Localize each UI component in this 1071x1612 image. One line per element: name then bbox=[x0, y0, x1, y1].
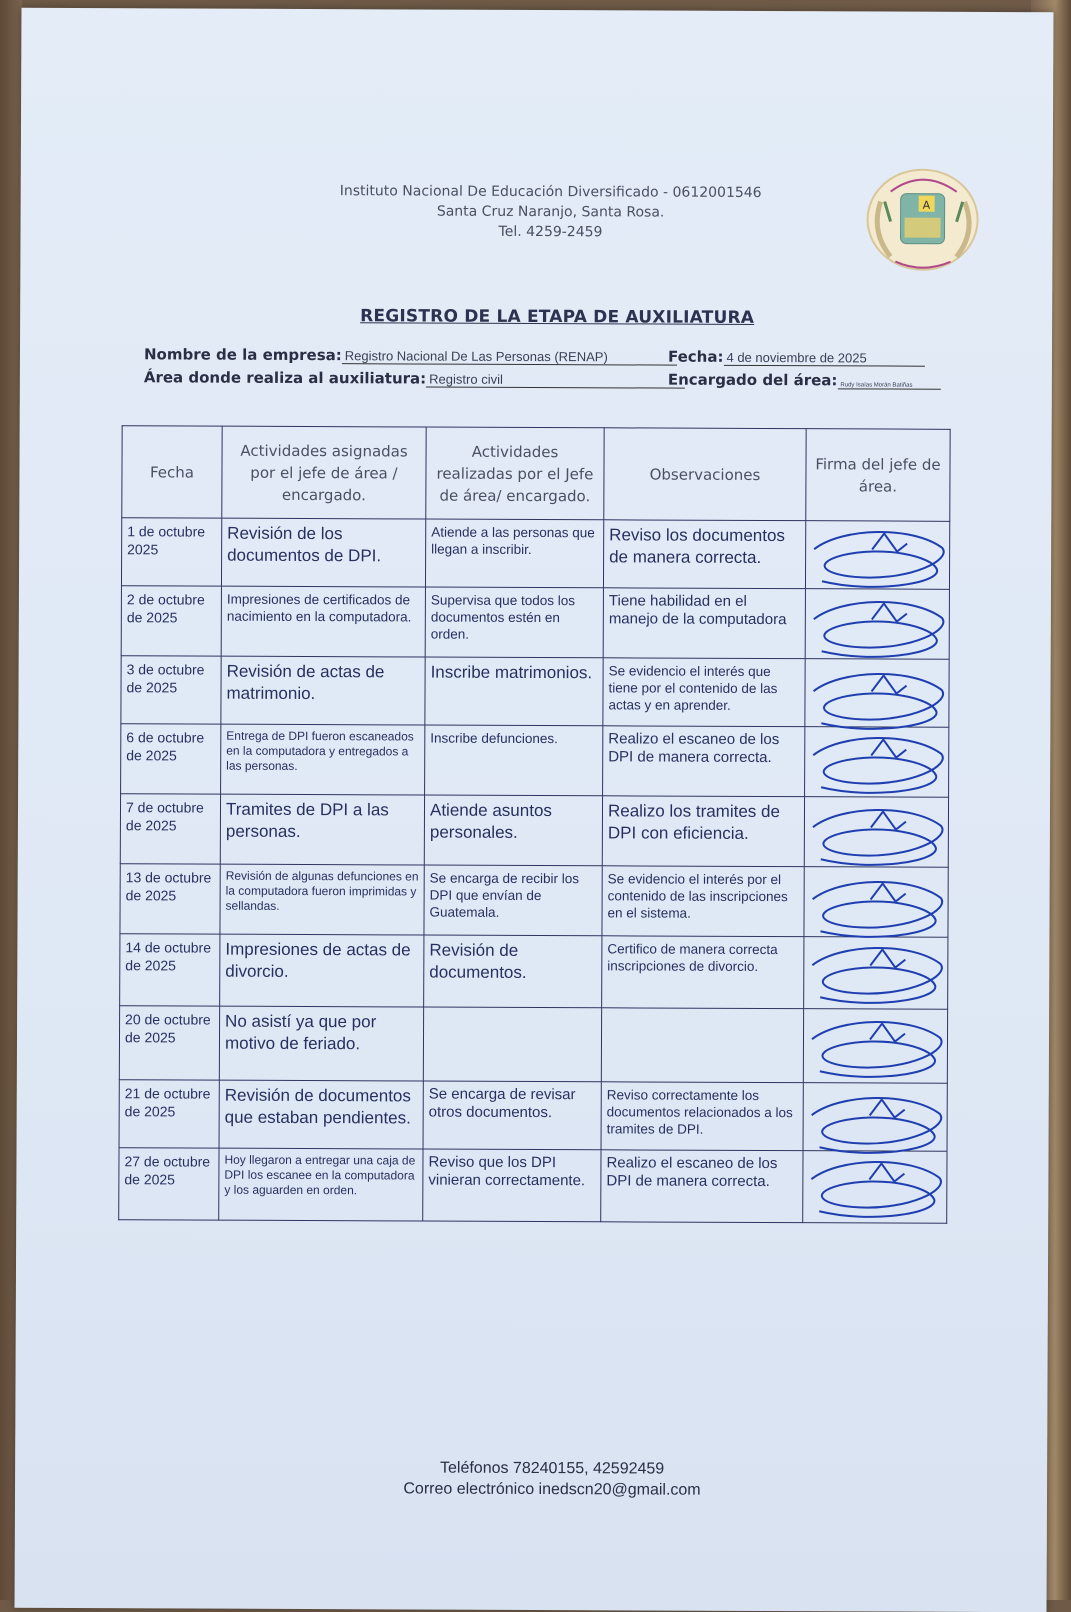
footer-email: Correo electrónico inedscn20@gmail.com bbox=[403, 1480, 701, 1499]
row-date: 14 de octubre de 2025 bbox=[120, 934, 220, 1006]
signature-stroke bbox=[812, 882, 942, 937]
signature-stroke bbox=[812, 948, 942, 1003]
activity-log-table bbox=[118, 425, 950, 1224]
signature-cell bbox=[805, 589, 949, 660]
table-header-row bbox=[122, 426, 950, 522]
row-assigned: Revisión de los documentos de DPI. bbox=[221, 518, 425, 587]
row-assigned: No asistí ya que por motivo de feriado. bbox=[219, 1006, 423, 1081]
header-fecha: Fecha bbox=[122, 426, 222, 518]
signature-cell bbox=[804, 937, 948, 1010]
signature-cell bbox=[803, 1083, 947, 1152]
row-date: 13 de octubre de 2025 bbox=[120, 864, 220, 934]
signature-scribble-icon bbox=[799, 1149, 959, 1234]
area-label: Área donde realiza al auxiliatura: bbox=[143, 368, 427, 388]
row-performed: Inscribe defunciones. bbox=[425, 725, 603, 796]
row-observations: Realizo el escaneo de los DPI de manera correcta. bbox=[603, 726, 805, 797]
row-observations: Reviso los documentos de manera correcta. bbox=[603, 520, 805, 589]
row-assigned: Impresiones de certificados de nacimiento en la computadora. bbox=[221, 586, 425, 657]
row-assigned: Hoy llegaron a entregar una caja de DPI los escanee en la computadora y los aguarden en orden. bbox=[219, 1148, 423, 1221]
school-seal-icon bbox=[860, 161, 991, 282]
signature-cell bbox=[803, 1009, 947, 1084]
row-assigned: Impresiones de actas de divorcio. bbox=[220, 934, 424, 1007]
table-row bbox=[120, 934, 948, 1010]
institution-phone: Tel. 4259-2459 bbox=[498, 223, 603, 241]
area-value: Registro civil bbox=[426, 372, 685, 389]
contact-footer bbox=[387, 1457, 717, 1500]
signature-cell bbox=[805, 659, 949, 728]
row-performed: Inscribe matrimonios. bbox=[425, 657, 603, 726]
area-field bbox=[144, 368, 685, 388]
signature-stroke bbox=[814, 532, 944, 587]
signature-stroke bbox=[814, 602, 944, 657]
institution-name: Instituto Nacional De Educación Diversificado - 0612001546 bbox=[339, 183, 762, 201]
table-row bbox=[119, 1148, 947, 1224]
signature-cell bbox=[805, 727, 949, 798]
signature-cell bbox=[804, 797, 948, 868]
date-field bbox=[668, 348, 925, 367]
row-performed: Se encarga de recibir los DPI que envían de Guatemala. bbox=[424, 865, 602, 936]
signature-stroke bbox=[813, 738, 943, 793]
company-label: Nombre de la empresa: bbox=[143, 345, 342, 365]
date-value: 4 de noviembre de 2025 bbox=[723, 350, 924, 367]
row-assigned: Revisión de algunas defunciones en la computadora fueron imprimidas y sellandas. bbox=[220, 864, 424, 935]
header-observations: Observaciones bbox=[604, 428, 806, 521]
document-page bbox=[15, 8, 1054, 1612]
row-date: 20 de octubre de 2025 bbox=[119, 1006, 219, 1080]
signature-stroke bbox=[812, 1098, 942, 1153]
table-row bbox=[120, 794, 948, 868]
table-row bbox=[121, 656, 949, 728]
row-date: 7 de octubre de 2025 bbox=[120, 794, 220, 864]
row-assigned: Revisión de actas de matrimonio. bbox=[221, 656, 425, 725]
signature-stroke bbox=[813, 810, 943, 865]
signature-cell bbox=[805, 521, 949, 590]
table-row bbox=[121, 724, 949, 798]
manager-label: Encargado del área: bbox=[667, 370, 838, 390]
footer-phones: Teléfonos 78240155, 42592459 bbox=[439, 1459, 665, 1478]
signature-stroke bbox=[812, 1022, 942, 1077]
company-field bbox=[144, 345, 677, 365]
signature-cell bbox=[803, 1151, 947, 1224]
row-date: 1 de octubre 2025 bbox=[121, 518, 221, 586]
row-date: 6 de octubre de 2025 bbox=[121, 724, 221, 794]
signature-stroke bbox=[813, 674, 943, 729]
row-date: 2 de octubre de 2025 bbox=[121, 586, 221, 656]
row-performed bbox=[423, 1007, 601, 1082]
row-assigned: Entrega de DPI fueron escaneados en la computadora y entregados a las personas. bbox=[221, 724, 425, 795]
signature-scribble-icon bbox=[800, 1007, 960, 1092]
manager-field bbox=[668, 371, 941, 390]
table-row bbox=[120, 864, 948, 938]
row-observations: Realizo el escaneo de los DPI de manera correcta. bbox=[601, 1150, 803, 1223]
manager-value: Rudy Isaías Morán Batiñas bbox=[837, 382, 940, 389]
row-observations: Tiene habilidad en el manejo de la computadora bbox=[603, 588, 805, 659]
header-assigned: Actividades asignadas por el jefe de área / encargado. bbox=[222, 426, 426, 519]
signature-stroke bbox=[811, 1162, 941, 1217]
row-observations: Reviso correctamente los documentos relacionados a los tramites de DPI. bbox=[601, 1082, 803, 1151]
row-assigned: Revisión de documentos que estaban pendientes. bbox=[219, 1080, 423, 1149]
date-label: Fecha: bbox=[667, 347, 724, 366]
row-date: 27 de octubre de 2025 bbox=[119, 1148, 219, 1220]
signature-cell bbox=[804, 867, 948, 938]
row-performed: Atiende a las personas que llegan a inscribir. bbox=[425, 519, 603, 588]
header-performed: Actividades realizadas por el Jefe de área/ encargado. bbox=[426, 427, 604, 520]
table-row bbox=[121, 586, 949, 660]
document-title: REGISTRO DE LA ETAPA DE AUXILIATURA bbox=[360, 306, 755, 328]
table-row bbox=[119, 1006, 947, 1084]
row-observations: Realizo los tramites de DPI con eficiencia. bbox=[602, 796, 804, 867]
row-observations: Certifico de manera correcta inscripciones de divorcio. bbox=[602, 936, 804, 1009]
table-row bbox=[119, 1080, 947, 1152]
row-assigned: Tramites de DPI a las personas. bbox=[220, 794, 424, 865]
row-performed: Se encarga de revisar otros documentos. bbox=[423, 1081, 601, 1150]
institution-address: Santa Cruz Naranjo, Santa Rosa. bbox=[436, 203, 665, 221]
row-observations: Se evidencio el interés que tiene por el contenido de las actas y en aprender. bbox=[603, 658, 805, 727]
row-date: 21 de octubre de 2025 bbox=[119, 1080, 219, 1148]
row-date: 3 de octubre de 2025 bbox=[121, 656, 221, 724]
row-performed: Revisión de documentos. bbox=[424, 935, 602, 1008]
row-performed: Atiende asuntos personales. bbox=[424, 795, 602, 866]
table-row bbox=[121, 518, 949, 590]
row-performed: Supervisa que todos los documentos estén en orden. bbox=[425, 587, 603, 658]
row-performed: Reviso que los DPI vinieran correctamente. bbox=[423, 1149, 601, 1222]
svg-text:A: A bbox=[922, 198, 931, 212]
row-observations bbox=[601, 1008, 803, 1083]
header-signature: Firma del jefe de área. bbox=[806, 429, 950, 522]
company-value: Registro Nacional De Las Personas (RENAP) bbox=[342, 348, 677, 365]
row-observations: Se evidencio el interés por el contenido de las inscripciones en el sistema. bbox=[602, 866, 804, 937]
